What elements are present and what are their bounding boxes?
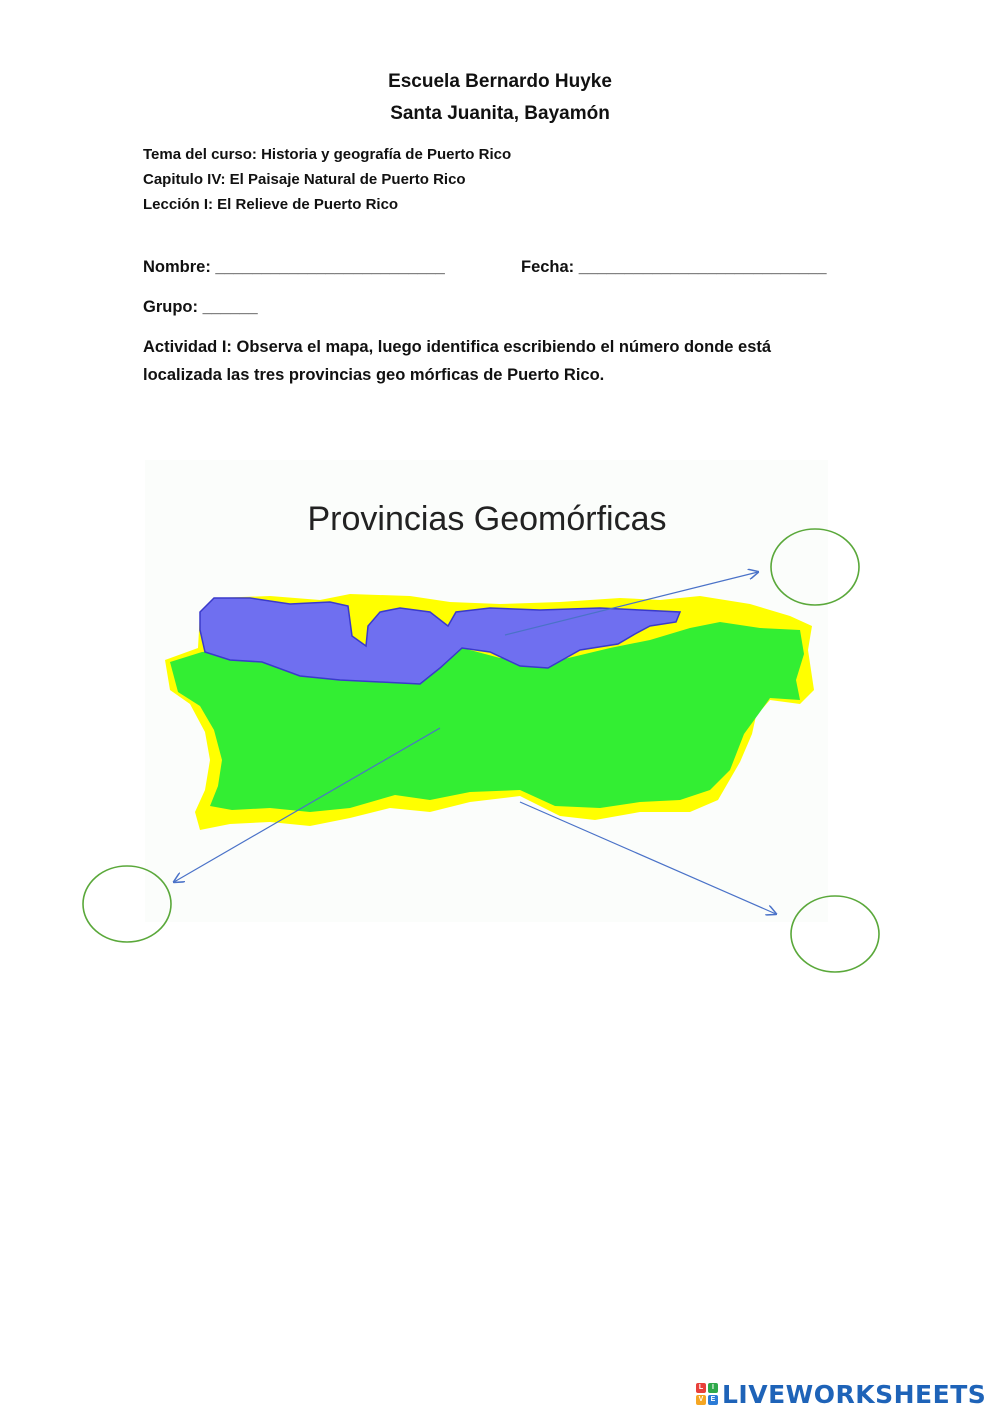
lesson-title: Lección I: El Relieve de Puerto Rico bbox=[143, 196, 399, 213]
geomorphic-provinces-map bbox=[0, 440, 1000, 1000]
name-field[interactable]: Nombre: _________________________ bbox=[143, 258, 445, 276]
logo-letter: E bbox=[708, 1395, 718, 1405]
answer-circle-coastal-plain[interactable] bbox=[791, 896, 879, 972]
course-topic: Tema del curso: Historia y geografía de Puerto Rico bbox=[143, 146, 512, 163]
chapter-title: Capitulo IV: El Paisaje Natural de Puerto Rico bbox=[143, 171, 466, 188]
group-field[interactable]: Grupo: ______ bbox=[143, 298, 258, 316]
logo-letter: I bbox=[708, 1383, 718, 1393]
liveworksheets-brand[interactable] bbox=[696, 1376, 986, 1412]
activity-instruction-line-2: localizada las tres provincias geo mórficas de Puerto Rico. bbox=[143, 366, 605, 384]
liveworksheets-logo-icon bbox=[696, 1383, 718, 1405]
school-location: Santa Juanita, Bayamón bbox=[390, 103, 610, 124]
date-field[interactable]: Fecha: ___________________________ bbox=[521, 258, 827, 276]
logo-letter: V bbox=[696, 1395, 706, 1405]
logo-letter: L bbox=[696, 1383, 706, 1393]
activity-instruction-line-1: Actividad I: Observa el mapa, luego identifica escribiendo el número donde está bbox=[143, 338, 772, 356]
brand-name: LIVEWORKSHEETS bbox=[722, 1379, 987, 1409]
map-title: Provincias Geomórficas bbox=[307, 500, 667, 538]
school-name: Escuela Bernardo Huyke bbox=[388, 71, 612, 92]
